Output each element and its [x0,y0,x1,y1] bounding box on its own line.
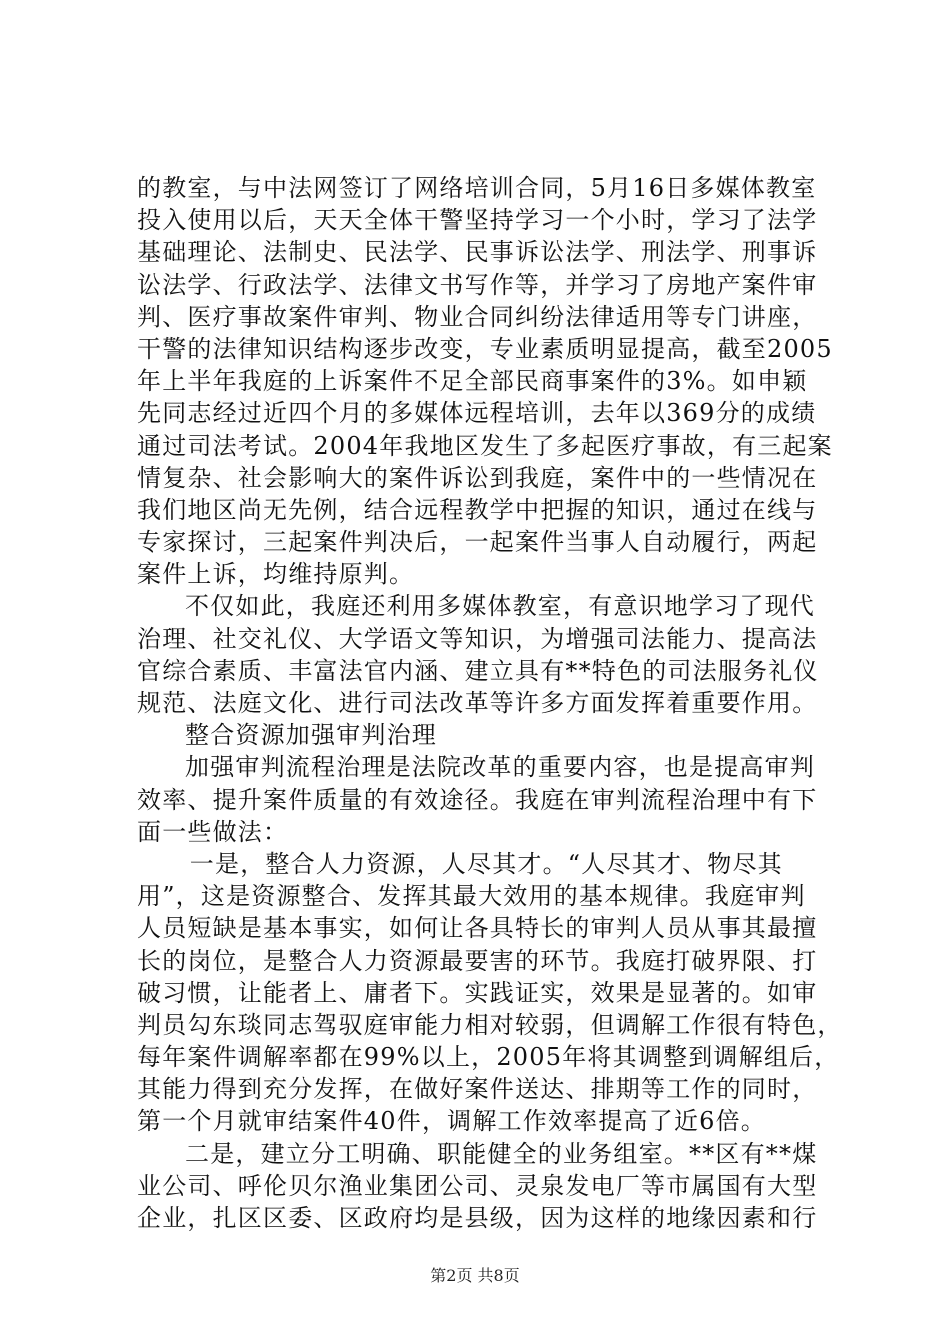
text-line: 长的岗位，是整合人力资源最要害的环节。我庭打破界限、打 [137,946,818,975]
text-line: 一是，整合人力资源，人尽其才。“人尽其才、物尽其 [189,849,783,878]
paragraph-p1 [137,172,837,590]
text-line: 判员勾东琰同志驾驭庭审能力相对较弱，但调解工作很有特色， [137,1010,843,1039]
text-line: 每年案件调解率都在99%以上，2005年将其调整到调解组后， [137,1043,840,1072]
text-line: 治理、社交礼仪、大学语文等知识，为增强司法能力、提高法 [137,624,818,653]
text-line: 情复杂、社会影响大的案件诉讼到我庭，案件中的一些情况在 [137,463,818,492]
text-line: 二是，建立分工明确、职能健全的业务组室。**区有**煤 [185,1139,818,1168]
text-line: 加强审判流程治理是法院改革的重要内容，也是提高审判 [185,753,815,782]
text-line: 企业，扎区区委、区政府均是县级，因为这样的地缘因素和行 [137,1204,818,1232]
text-line: 通过司法考试。2004年我地区发生了多起医疗事故，有三起案 [137,431,833,460]
text-line: 案件上诉，均维持原判。 [137,560,415,589]
text-line: 效率、提升案件质量的有效途径。我庭在审判流程治理中有下 [137,785,818,814]
paragraph-p3 [137,751,837,848]
text-line: 基础理论、法制史、民法学、民事诉讼法学、刑法学、刑事诉 [137,238,818,267]
text-line: 判、医疗事故案件审判、物业合同纠纷法律适用等专门讲座， [137,302,818,331]
text-line: 年上半年我庭的上诉案件不足全部民商事案件的3%。如申颖 [137,367,808,396]
text-line: 用”，这是资源整合、发挥其最大效用的基本规律。我庭审判 [137,882,806,911]
text-line: 整合资源加强审判治理 [185,721,437,750]
text-line: 面一些做法： [137,817,289,846]
text-line: 业公司、呼伦贝尔渔业集团公司、灵泉发电厂等市属国有大型 [137,1171,818,1200]
text-line: 不仅如此，我庭还利用多媒体教室，有意识地学习了现代 [185,592,815,621]
paragraph-p2 [137,590,837,719]
text-line: 其能力得到充分发挥，在做好案件送达、排期等工作的同时， [137,1075,818,1104]
text-line: 的教室，与中法网签订了网络培训合同，5月16日多媒体教室 [137,174,817,202]
text-line: 讼法学、行政法学、法律文书写作等，并学习了房地产案件审 [137,270,818,299]
section-heading [137,719,837,751]
text-line: 专家探讨，三起案件判决后，一起案件当事人自动履行，两起 [137,528,818,557]
text-line: 人员短缺是基本事实，如何让各具特长的审判人员从事其最擅 [137,914,818,943]
paragraph-p4 [137,848,843,1138]
text-line: 破习惯，让能者上、庸者下。实践证实，效果是显著的。如审 [137,978,818,1007]
text-line: 干警的法律知识结构逐步改变，专业素质明显提高，截至2005 [137,334,833,363]
document-body [137,172,843,1234]
text-line: 官综合素质、丰富法官内涵、建立具有**特色的司法服务礼仪 [137,656,819,685]
text-line: 第一个月就审结案件40件，调解工作效率提高了近6倍。 [137,1107,767,1136]
text-line: 投入使用以后，天天全体干警坚持学习一个小时，学习了法学 [137,206,818,235]
text-line: 我们地区尚无先例，结合远程教学中把握的知识，通过在线与 [137,495,818,524]
paragraph-p5 [137,1138,837,1235]
text-line: 规范、法庭文化、进行司法改革等许多方面发挥着重要作用。 [137,689,818,717]
page-footer: 第2页 共8页 [430,1266,520,1285]
text-line: 先同志经过近四个月的多媒体远程培训，去年以369分的成绩 [137,399,817,428]
